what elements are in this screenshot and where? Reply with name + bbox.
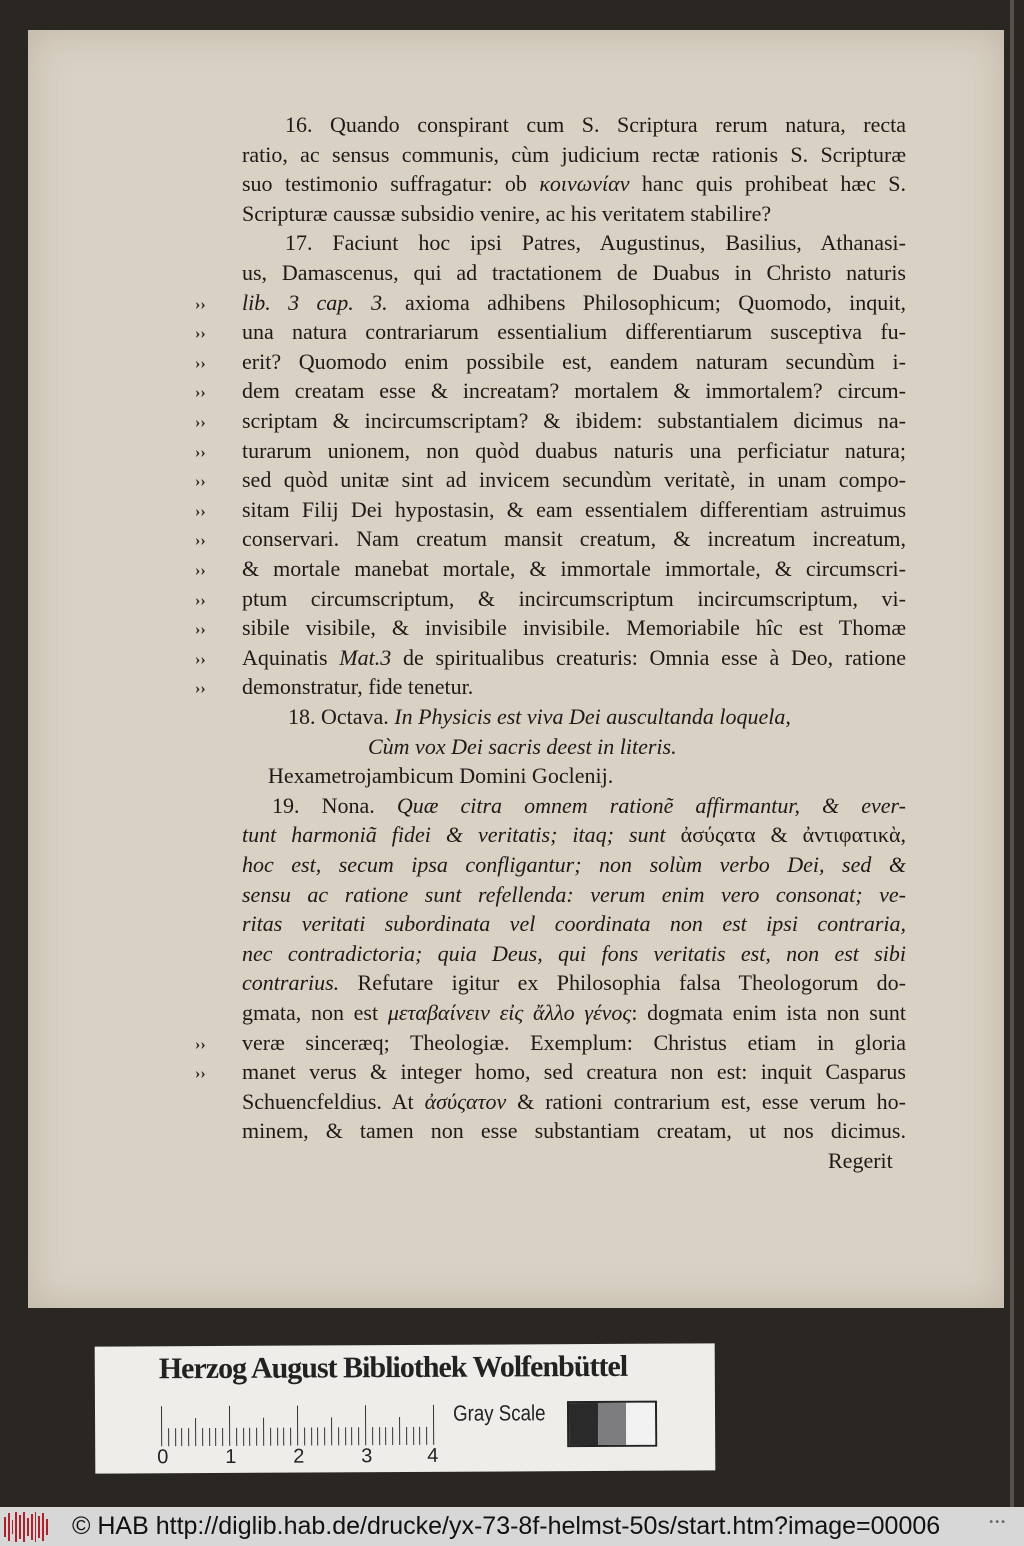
more-icon[interactable]: ••• xyxy=(988,1517,1006,1528)
ruler-tick xyxy=(385,1427,386,1445)
text-line xyxy=(368,734,677,760)
ruler-tick xyxy=(324,1427,325,1445)
text-line xyxy=(242,319,906,345)
text-run: lib. 3 cap. 3. xyxy=(242,289,388,315)
text-run: 16. Quando conspirant cum S. Scriptura rerum natura, recta xyxy=(285,112,906,137)
ruler-tick xyxy=(249,1428,250,1446)
ruler-tick xyxy=(419,1427,420,1445)
quotation-marker: ›› xyxy=(195,414,206,431)
quotation-marker: ›› xyxy=(195,650,206,668)
ruler-tick xyxy=(399,1417,400,1445)
text-run: axioma adhibens Philosophicum; Quomodo, inquit, xyxy=(387,289,906,315)
text-run: ritas veritati subordinata vel coordinata non est ipsi contraria, xyxy=(242,911,906,937)
ruler-tick xyxy=(283,1428,284,1446)
ruler-number: 3 xyxy=(361,1445,373,1468)
text-run: Aquinatis xyxy=(242,644,340,670)
text-line xyxy=(828,1148,893,1174)
text-run: 17. Faciunt hoc ipsi Patres, Augustinus, Basilius, Athanasi- xyxy=(285,230,906,256)
ruler-tick xyxy=(161,1406,162,1446)
quotation-marker: ›› xyxy=(195,354,206,372)
text-run: nec contradictoria; quia Deus, qui fons veritatis est, non est sibi xyxy=(242,940,906,966)
quotation-marker: ›› xyxy=(195,325,206,343)
ruler-tick xyxy=(270,1428,271,1446)
text-line xyxy=(242,911,906,937)
ruler-tick xyxy=(222,1428,223,1446)
text-run: μεταβαίνειν εἰς ἄλλο γένος xyxy=(387,1000,632,1025)
text-run: & rationi contrarium est, esse verum ho- xyxy=(506,1088,906,1114)
text-run: hoc est, secum ipsa confligantur; non solùm verbo Dei, sed & xyxy=(242,852,906,877)
text-line xyxy=(242,586,906,612)
ruler-number: 1 xyxy=(225,1445,237,1468)
ruler-tick xyxy=(365,1405,366,1445)
quotation-marker: ›› xyxy=(195,562,206,579)
text-run: una natura contrariarum essentialium differentiarum susceptiva fu- xyxy=(242,319,906,345)
text-line xyxy=(242,349,906,375)
grayscale-swatches xyxy=(567,1401,657,1447)
text-line xyxy=(268,763,613,789)
ruler-tick xyxy=(351,1427,352,1445)
ruler-tick xyxy=(406,1427,407,1445)
ruler-tick xyxy=(215,1428,216,1446)
text-line xyxy=(242,260,906,286)
text-line xyxy=(242,497,906,523)
text-run: Regerit xyxy=(828,1148,893,1173)
text-run: conservari. Nam creatum mansit creatum, & increatum increatum, xyxy=(242,526,906,552)
text-run: & mortale manebat mortale, & immortale immortale, & circumscri- xyxy=(242,556,906,581)
text-run: Mat.3 xyxy=(339,644,392,670)
text-line xyxy=(242,822,906,848)
gray-swatch xyxy=(569,1403,598,1445)
text-run: gmata, non est xyxy=(242,1000,388,1025)
library-color-card xyxy=(95,1343,716,1473)
permalink[interactable]: © HAB http://diglib.hab.de/drucke/yx-73-8f-helmst-50s/start.htm?image=00006 xyxy=(72,1512,941,1540)
text-run: 18. Octava. xyxy=(288,704,395,729)
ruler-tick xyxy=(188,1428,189,1446)
ruler-tick xyxy=(379,1427,380,1445)
text-run: 19. Nona. xyxy=(272,792,397,818)
ruler-tick xyxy=(277,1428,278,1446)
text-run: Cùm vox Dei sacris deest in literis. xyxy=(368,733,677,759)
ruler xyxy=(161,1405,436,1446)
text-line xyxy=(288,704,791,730)
text-run: sed quòd unitæ sint ad invicem secundùm veritatè, in unam compo- xyxy=(242,467,906,493)
ruler-tick xyxy=(338,1427,339,1445)
text-run: κοινωνίαν xyxy=(539,171,630,197)
gray-swatch xyxy=(626,1403,655,1445)
text-line xyxy=(242,201,771,227)
text-run: ptum circumscriptum, & incircumscriptum incircumscriptum, vi- xyxy=(242,585,906,611)
text-run: ratio, ac sensus communis, cùm judicium rectæ rationis S. Scripturæ xyxy=(242,141,906,167)
quotation-marker: ›› xyxy=(195,680,206,698)
text-run: sitam Filij Dei hypostasin, & eam essentialem differentiam astruimus xyxy=(242,496,906,522)
text-run: ἀσύςατα & ἀντιφατικὰ, xyxy=(680,822,907,848)
text-run: Hexametrojambicum Domini Goclenij. xyxy=(268,763,614,789)
text-line xyxy=(285,230,906,256)
ruler-tick xyxy=(304,1428,305,1446)
text-line xyxy=(242,1089,906,1115)
text-line xyxy=(242,408,906,434)
ruler-tick xyxy=(297,1406,298,1446)
ruler-tick xyxy=(209,1428,210,1446)
text-run: us, Damascenus, qui ad tractationem de Duabus in Christo naturis xyxy=(242,260,906,285)
text-run: sibile visibile, & invisibile invisibile. Memoriabile hîc est Thomæ xyxy=(242,615,906,641)
text-line xyxy=(272,793,906,819)
ruler-tick xyxy=(181,1428,182,1446)
text-line xyxy=(242,1059,906,1085)
ruler-tick xyxy=(358,1427,359,1445)
text-run: hanc quis prohibeat hæc S. xyxy=(629,171,906,197)
quotation-marker: ›› xyxy=(195,621,206,639)
text-line xyxy=(242,645,906,671)
text-run: de spiritualibus creaturis: Omnia esse à Deo, ratione xyxy=(391,644,906,670)
ruler-tick xyxy=(175,1428,176,1446)
ruler-tick xyxy=(331,1417,332,1445)
text-line xyxy=(242,290,906,316)
text-run: erit? Quomodo enim possibile est, eandem naturam secundùm i- xyxy=(242,348,906,374)
text-run: manet verus & integer homo, sed creatura non est: inquit Casparus xyxy=(242,1059,906,1085)
ruler-tick xyxy=(202,1428,203,1446)
ruler-tick xyxy=(317,1427,318,1445)
text-line xyxy=(242,882,906,908)
text-line xyxy=(242,467,906,493)
text-line xyxy=(242,615,906,641)
ruler-tick xyxy=(426,1427,427,1445)
text-run: sensu ac ratione sunt refellenda: verum enim vero consonat; ve- xyxy=(242,881,906,907)
text-run: turarum unionem, non quòd duabus naturis una perficiatur natura; xyxy=(242,437,906,463)
text-run: Scripturæ caussæ subsidio venire, ac his veritatem stabilire? xyxy=(242,200,772,226)
ruler-tick xyxy=(168,1428,169,1446)
ruler-number: 0 xyxy=(157,1446,169,1469)
text-line xyxy=(242,941,906,967)
text-line xyxy=(242,1030,906,1056)
hab-logo-icon xyxy=(4,1512,48,1542)
text-line xyxy=(242,970,906,996)
text-run: dem creatam esse & increatam? mortalem & immortalem? circum- xyxy=(242,378,906,404)
text-line xyxy=(285,112,906,138)
text-run: Schuencfeldius. At xyxy=(242,1088,425,1114)
quotation-marker: ›› xyxy=(195,384,206,402)
quotation-marker: ›› xyxy=(195,295,206,313)
ruler-tick xyxy=(311,1427,312,1445)
text-run: contrarius. xyxy=(242,970,340,996)
ruler-number: 2 xyxy=(293,1445,305,1468)
ruler-tick xyxy=(433,1405,434,1445)
ruler-tick xyxy=(413,1427,414,1445)
footer-bar xyxy=(0,1507,1024,1546)
text-run: Quæ citra omnem rationẽ affirmantur, & ever- xyxy=(396,792,906,818)
text-line xyxy=(242,1118,906,1144)
text-run: tunt harmoniã fidei & veritatis; itaq; sunt xyxy=(242,822,681,848)
book-edge xyxy=(1010,0,1014,1507)
text-run: suo testimonio suffragatur: ob xyxy=(242,171,540,197)
text-line xyxy=(242,438,906,464)
quotation-marker: ›› xyxy=(195,473,206,491)
gray-swatch xyxy=(598,1403,627,1445)
text-line xyxy=(242,556,906,582)
text-run: minem, & tamen non esse substantiam creatam, ut nos dicimus. xyxy=(242,1118,906,1144)
quotation-marker: ›› xyxy=(195,502,206,520)
quotation-marker: ›› xyxy=(195,1065,206,1083)
ruler-tick xyxy=(229,1406,230,1446)
ruler-tick xyxy=(243,1428,244,1446)
library-name: Herzog August Bibliothek Wolfenbüttel xyxy=(158,1349,628,1386)
text-line xyxy=(242,1000,906,1026)
quotation-marker: ›› xyxy=(195,591,206,609)
ruler-tick xyxy=(236,1428,237,1446)
text-line xyxy=(242,674,473,700)
quotation-marker: ›› xyxy=(195,1035,206,1053)
ruler-tick xyxy=(372,1427,373,1445)
text-line xyxy=(242,378,906,404)
text-line xyxy=(242,526,906,552)
text-line xyxy=(242,852,906,878)
text-run: In Physicis est viva Dei auscultanda loquela, xyxy=(394,704,791,729)
ruler-tick xyxy=(195,1418,196,1446)
quotation-marker: ›› xyxy=(195,532,206,550)
text-line xyxy=(242,142,906,168)
ruler-tick xyxy=(263,1418,264,1446)
ruler-tick xyxy=(290,1428,291,1446)
text-run: : dogmata enim ista non sunt xyxy=(631,1000,906,1025)
quotation-marker: ›› xyxy=(195,443,206,461)
text-line xyxy=(242,171,906,197)
grayscale-label: Gray Scale xyxy=(452,1400,546,1426)
text-run: veræ sinceræq; Theologiæ. Exemplum: Christus etiam in gloria xyxy=(242,1029,906,1055)
ruler-tick xyxy=(256,1428,257,1446)
text-run: ἀσύςατον xyxy=(424,1088,507,1114)
text-run: Refutare igitur ex Philosophia falsa Theologorum do- xyxy=(339,970,906,996)
ruler-tick xyxy=(345,1427,346,1445)
ruler-tick xyxy=(392,1427,393,1445)
text-run: demonstratur, fide tenetur. xyxy=(242,674,474,700)
ruler-number: 4 xyxy=(427,1444,439,1467)
text-run: scriptam & incircumscriptam? & ibidem: substantialem dicimus na- xyxy=(242,408,906,433)
